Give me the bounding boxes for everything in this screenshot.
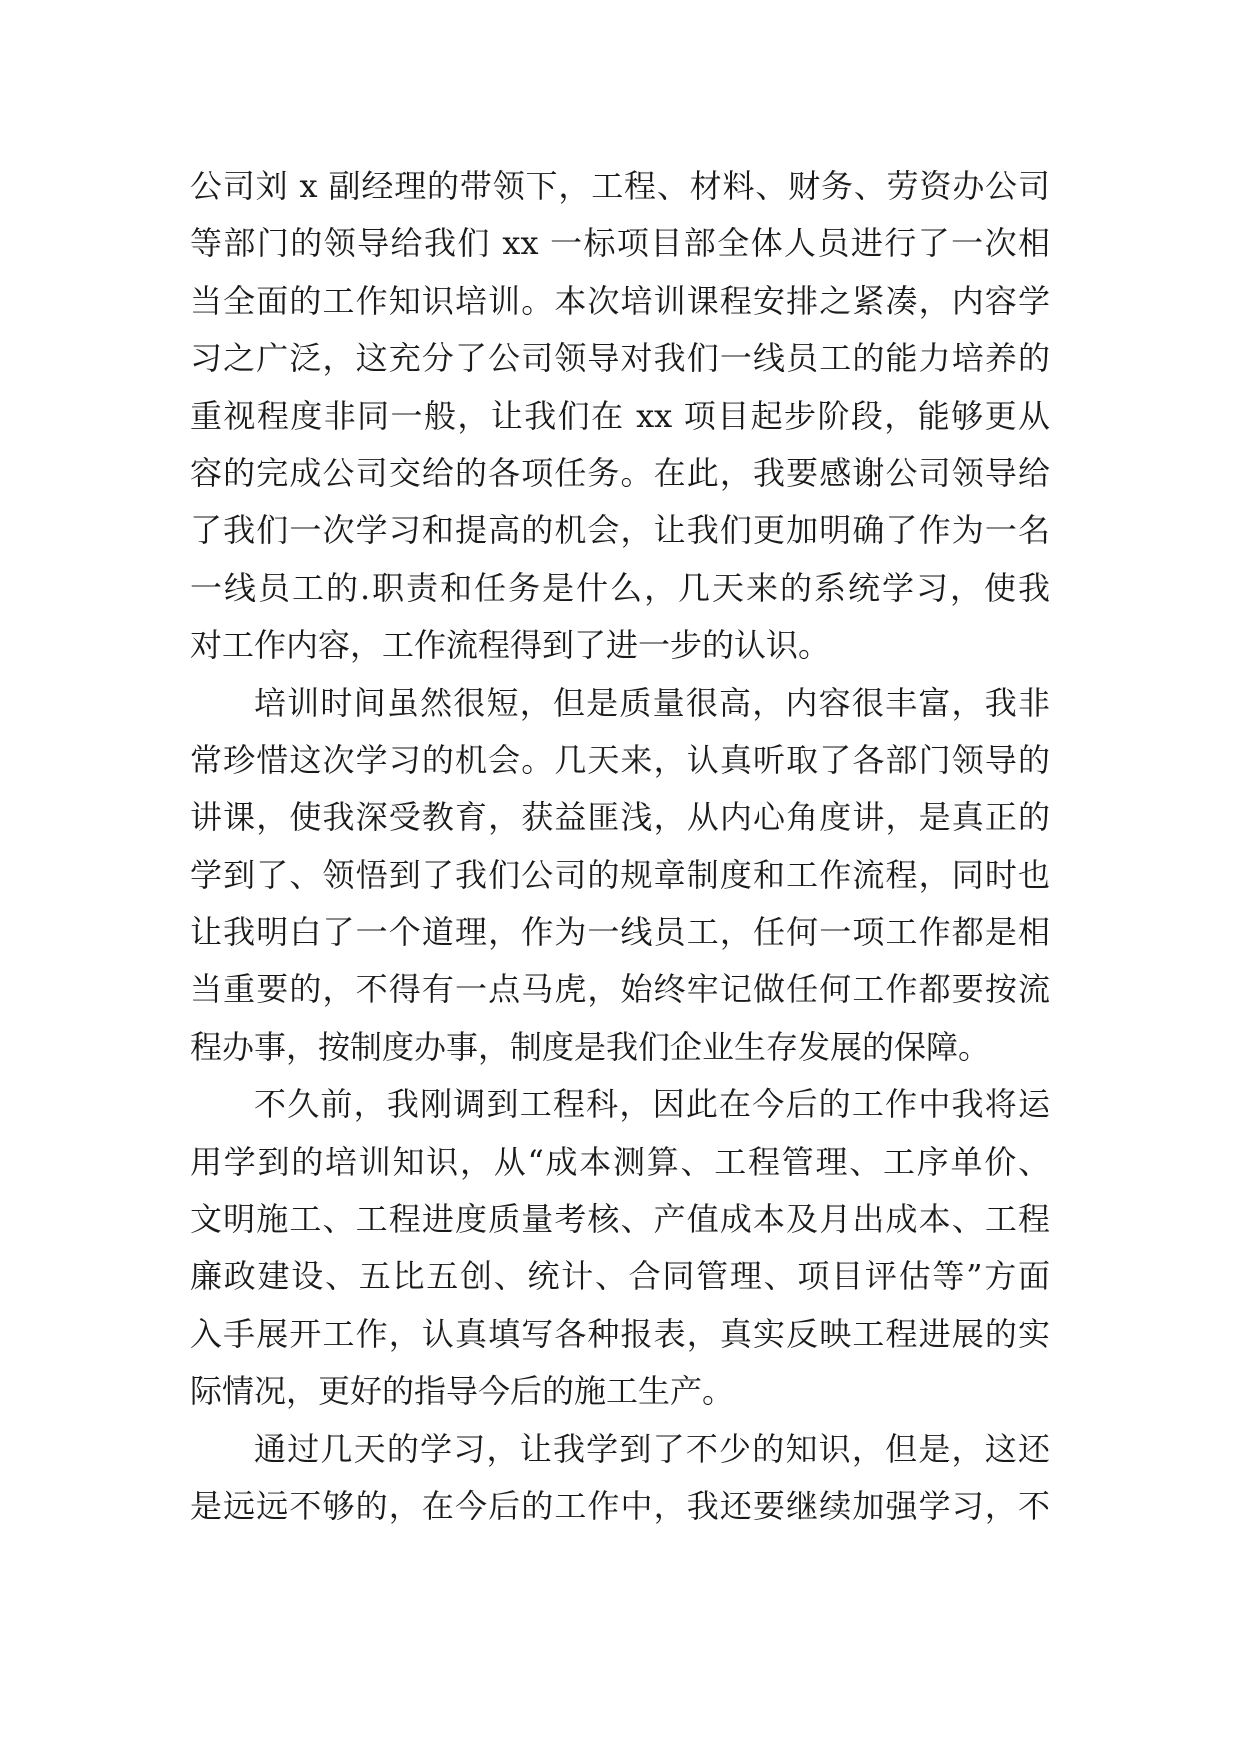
- text-line: 一线员工的.职责和任务是什么，几天来的系统学习，使我: [190, 568, 1050, 607]
- text-line: 际情况，更好的指导今后的施工生产。: [190, 1372, 735, 1411]
- text-line: 常珍惜这次学习的机会。几天来，认真听取了各部门领导的: [190, 740, 1050, 779]
- text-line: 等部门的领导给我们 xx 一标项目部全体人员进行了一次相: [190, 224, 1050, 263]
- text-line: 培训时间虽然很短，但是质量很高，内容很丰富，我非: [254, 683, 1050, 722]
- text-line: 用学到的培训知识，从“成本测算、工程管理、工序单价、: [190, 1142, 1050, 1181]
- text-line: 习之广泛，这充分了公司领导对我们一线员工的能力培养的: [190, 339, 1050, 378]
- text-line: 通过几天的学习，让我学到了不少的知识，但是，这还: [254, 1429, 1050, 1468]
- text-line: 不久前，我刚调到工程科，因此在今后的工作中我将运: [254, 1085, 1050, 1124]
- text-line: 当全面的工作知识培训。本次培训课程安排之紧凑，内容学: [190, 281, 1050, 320]
- text-line: 廉政建设、五比五创、统计、合同管理、项目评估等”方面: [190, 1257, 1050, 1296]
- document-body: [190, 158, 1050, 1535]
- text-line: 讲课，使我深受教育，获益匪浅，从内心角度讲，是真正的: [190, 798, 1050, 837]
- text-line: 入手展开工作，认真填写各种报表，真实反映工程进展的实: [190, 1314, 1050, 1353]
- text-line: 程办事，按制度办事，制度是我们企业生存发展的保障。: [190, 1027, 991, 1066]
- text-line: 学到了、领悟到了我们公司的规章制度和工作流程，同时也: [190, 855, 1050, 894]
- text-line: 当重要的，不得有一点马虎，始终牢记做任何工作都要按流: [190, 970, 1050, 1009]
- text-line: 公司刘 x 副经理的带领下，工程、材料、财务、劳资办公司: [190, 167, 1050, 205]
- text-line: 文明施工、工程进度质量考核、产值成本及月出成本、工程: [190, 1200, 1050, 1239]
- text-line: 容的完成公司交给的各项任务。在此，我要感谢公司领导给: [190, 453, 1050, 492]
- text-line: 是远远不够的，在今后的工作中，我还要继续加强学习，不: [190, 1486, 1050, 1525]
- text-line: 让我明白了一个道理，作为一线员工，任何一项工作都是相: [190, 913, 1050, 952]
- text-line: 了我们一次学习和提高的机会，让我们更加明确了作为一名: [190, 511, 1050, 550]
- text-line: 对工作内容，工作流程得到了进一步的认识。: [190, 626, 831, 665]
- text-line: 重视程度非同一般，让我们在 xx 项目起步阶段，能够更从: [190, 396, 1050, 435]
